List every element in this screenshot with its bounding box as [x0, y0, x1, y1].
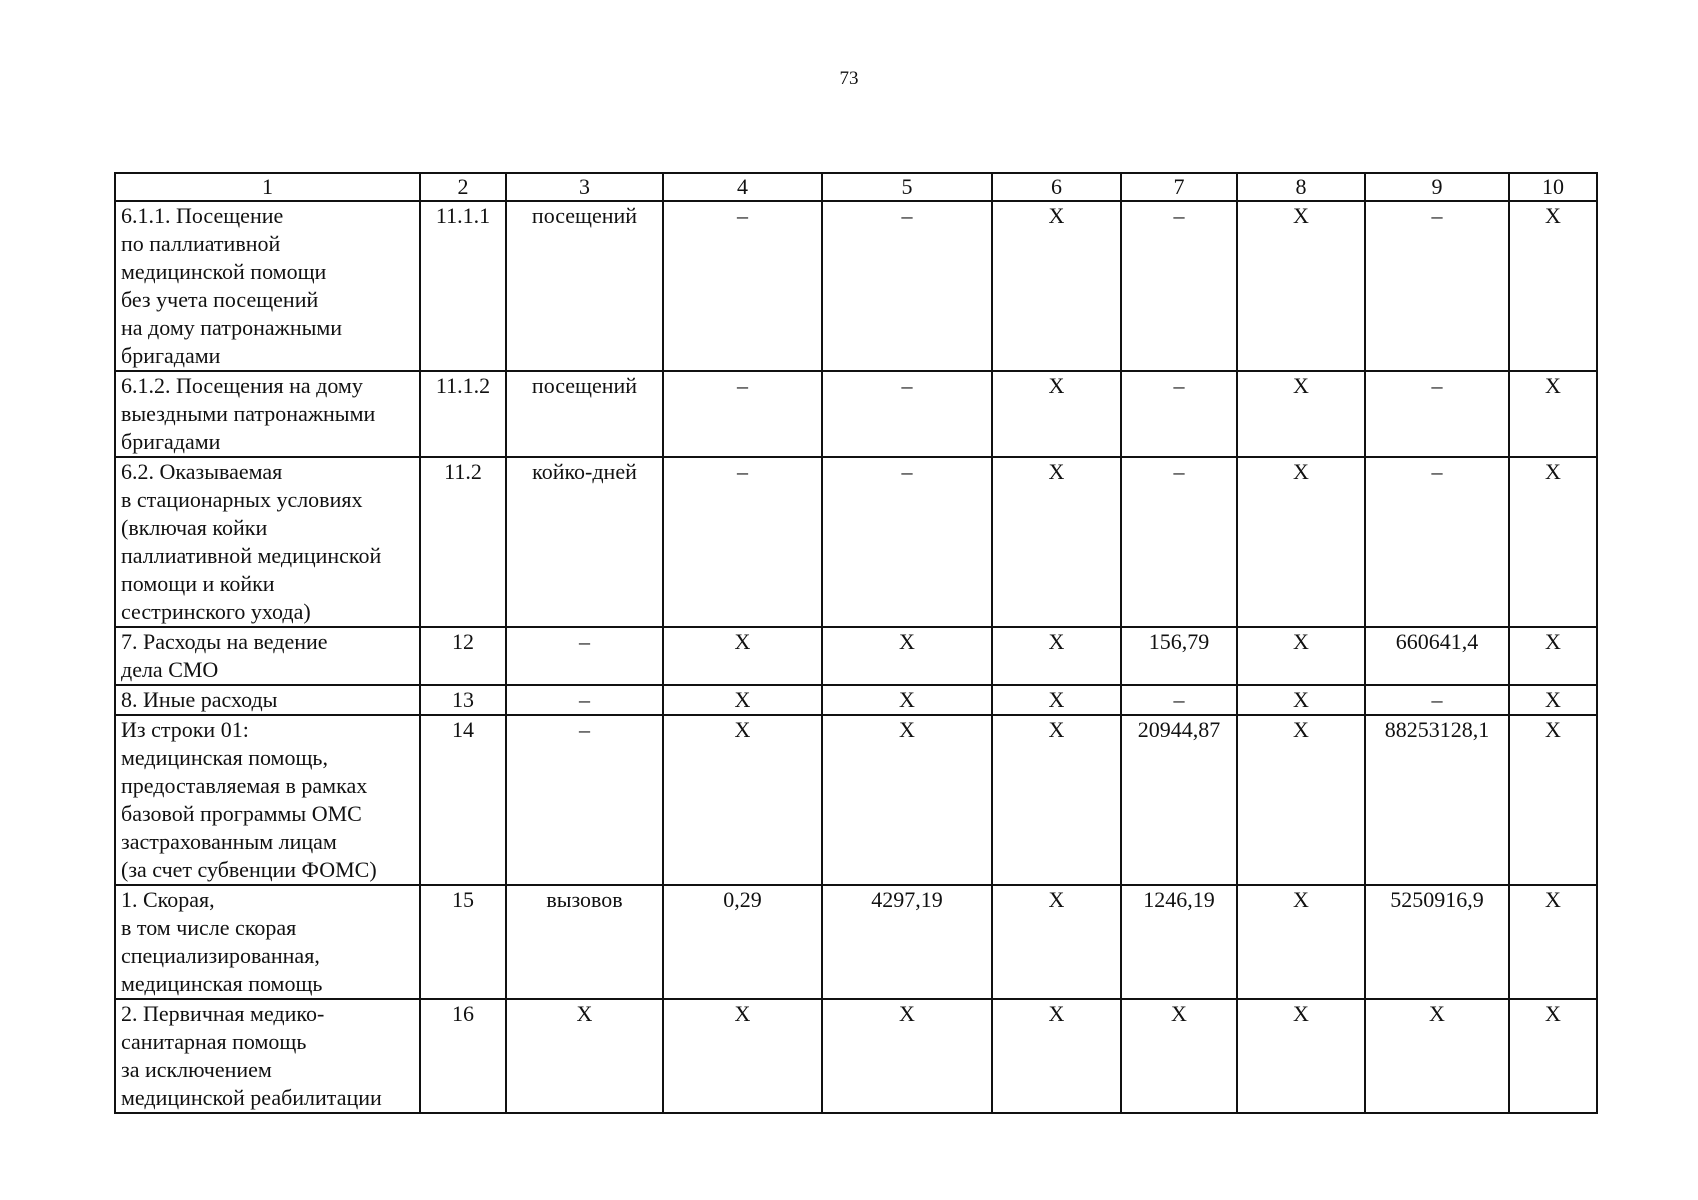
table-cell-col-3: – — [506, 685, 663, 715]
table-cell-col-7: 156,79 — [1121, 627, 1237, 685]
column-header-1: 1 — [115, 173, 420, 201]
table-cell-col-4: – — [663, 371, 822, 457]
table-row — [115, 999, 1597, 1113]
table-cell-col-7: 1246,19 — [1121, 885, 1237, 999]
table-cell-col-8: Х — [1237, 999, 1365, 1113]
table-row — [115, 457, 1597, 627]
table-cell-col-3: – — [506, 715, 663, 885]
table-cell-col-6: Х — [992, 999, 1121, 1113]
table-cell-col-8: Х — [1237, 627, 1365, 685]
row-name-cell: 6.1.1. Посещение по паллиативной медицинской помощи без учета посещений на дому патронажными бригадами — [115, 201, 420, 371]
table-body — [115, 173, 1597, 1113]
table-cell-col-10: Х — [1509, 627, 1597, 685]
table-cell-col-8: Х — [1237, 371, 1365, 457]
row-name-cell: 1. Скорая, в том числе скорая специализированная, медицинская помощь — [115, 885, 420, 999]
table-cell-col-4: Х — [663, 999, 822, 1113]
table-cell-col-7: 20944,87 — [1121, 715, 1237, 885]
table-cell-col-4: Х — [663, 715, 822, 885]
column-header-5: 5 — [822, 173, 992, 201]
table-cell-col-7: – — [1121, 685, 1237, 715]
table-cell-col-4: Х — [663, 627, 822, 685]
column-header-7: 7 — [1121, 173, 1237, 201]
table-cell-col-8: Х — [1237, 457, 1365, 627]
table-cell-col-3: вызовов — [506, 885, 663, 999]
table-cell-col-5: Х — [822, 627, 992, 685]
table-row — [115, 685, 1597, 715]
table-cell-col-9: 88253128,1 — [1365, 715, 1509, 885]
column-header-2: 2 — [420, 173, 506, 201]
table-cell-col-8: Х — [1237, 885, 1365, 999]
column-header-8: 8 — [1237, 173, 1365, 201]
table-cell-col-6: Х — [992, 457, 1121, 627]
row-name-cell: 2. Первичная медико- санитарная помощь за исключением медицинской реабилитации — [115, 999, 420, 1113]
table-row — [115, 885, 1597, 999]
table-cell-col-4: 0,29 — [663, 885, 822, 999]
column-header-9: 9 — [1365, 173, 1509, 201]
table-cell-col-6: Х — [992, 715, 1121, 885]
header-row — [115, 173, 1597, 201]
row-name-cell: 7. Расходы на ведение дела СМО — [115, 627, 420, 685]
table-cell-col-10: Х — [1509, 457, 1597, 627]
table-cell-col-9: – — [1365, 371, 1509, 457]
table-cell-col-9: – — [1365, 685, 1509, 715]
table-cell-col-5: Х — [822, 999, 992, 1113]
table-cell-col-3: – — [506, 627, 663, 685]
table-cell-col-3: посещений — [506, 371, 663, 457]
table-row — [115, 201, 1597, 371]
table-cell-col-9: 5250916,9 — [1365, 885, 1509, 999]
table-cell-col-10: Х — [1509, 685, 1597, 715]
column-header-4: 4 — [663, 173, 822, 201]
table-cell-col-2: 14 — [420, 715, 506, 885]
table-cell-col-6: Х — [992, 201, 1121, 371]
table-cell-col-7: – — [1121, 371, 1237, 457]
table-cell-col-5: – — [822, 371, 992, 457]
table-cell-col-6: Х — [992, 885, 1121, 999]
table-cell-col-2: 16 — [420, 999, 506, 1113]
table-cell-col-9: Х — [1365, 999, 1509, 1113]
table-cell-col-7: – — [1121, 201, 1237, 371]
table-cell-col-10: Х — [1509, 201, 1597, 371]
table-cell-col-7: Х — [1121, 999, 1237, 1113]
table-cell-col-5: – — [822, 457, 992, 627]
column-header-6: 6 — [992, 173, 1121, 201]
column-header-10: 10 — [1509, 173, 1597, 201]
table-cell-col-6: Х — [992, 627, 1121, 685]
table-cell-col-4: – — [663, 201, 822, 371]
table-cell-col-2: 11.2 — [420, 457, 506, 627]
table-cell-col-4: Х — [663, 685, 822, 715]
table-cell-col-2: 11.1.2 — [420, 371, 506, 457]
table-cell-col-2: 15 — [420, 885, 506, 999]
table-row — [115, 627, 1597, 685]
table-cell-col-8: Х — [1237, 685, 1365, 715]
table-cell-col-5: Х — [822, 685, 992, 715]
table-cell-col-3: Х — [506, 999, 663, 1113]
table-cell-col-5: Х — [822, 715, 992, 885]
table-cell-col-9: 660641,4 — [1365, 627, 1509, 685]
table-cell-col-9: – — [1365, 457, 1509, 627]
table-cell-col-5: 4297,19 — [822, 885, 992, 999]
table-cell-col-10: Х — [1509, 371, 1597, 457]
table-cell-col-10: Х — [1509, 885, 1597, 999]
table-cell-col-2: 12 — [420, 627, 506, 685]
page-number: 73 — [839, 68, 859, 89]
table-cell-col-8: Х — [1237, 715, 1365, 885]
table-cell-col-10: Х — [1509, 715, 1597, 885]
row-name-cell: 8. Иные расходы — [115, 685, 420, 715]
table-cell-col-5: – — [822, 201, 992, 371]
table-cell-col-7: – — [1121, 457, 1237, 627]
table-row — [115, 715, 1597, 885]
table-cell-col-9: – — [1365, 201, 1509, 371]
table-cell-col-8: Х — [1237, 201, 1365, 371]
table-cell-col-10: Х — [1509, 999, 1597, 1113]
table-cell-col-4: – — [663, 457, 822, 627]
table-cell-col-3: посещений — [506, 201, 663, 371]
table-cell-col-2: 13 — [420, 685, 506, 715]
column-header-3: 3 — [506, 173, 663, 201]
table-cell-col-6: Х — [992, 371, 1121, 457]
row-name-cell: 6.2. Оказываемая в стационарных условиях (включая койки паллиативной медицинской помощи и койки сестринского ухода) — [115, 457, 420, 627]
table-cell-col-6: Х — [992, 685, 1121, 715]
data-table — [114, 172, 1598, 1114]
table-cell-col-3: койко-дней — [506, 457, 663, 627]
table-row — [115, 371, 1597, 457]
table-cell-col-2: 11.1.1 — [420, 201, 506, 371]
row-name-cell: 6.1.2. Посещения на дому выездными патронажными бригадами — [115, 371, 420, 457]
row-name-cell: Из строки 01: медицинская помощь, предоставляемая в рамках базовой программы ОМС застрахованным лицам (за счет субвенции ФОМС) — [115, 715, 420, 885]
